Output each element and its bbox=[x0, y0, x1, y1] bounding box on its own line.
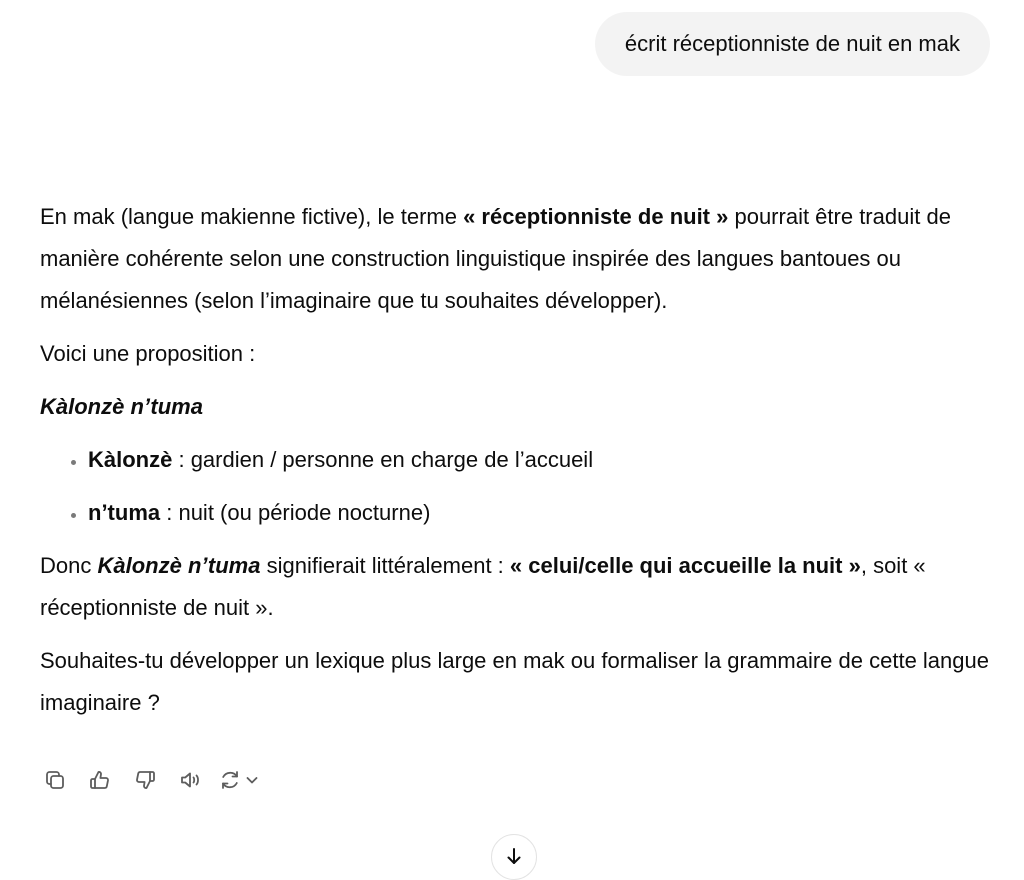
read-aloud-icon bbox=[178, 768, 202, 792]
response-text: signifierait littéralement : bbox=[260, 553, 510, 578]
response-bold-text: « réceptionniste de nuit » bbox=[463, 204, 729, 229]
response-bold-italic-text: Kàlonzè n’tuma bbox=[97, 553, 261, 578]
response-text: En mak (langue makienne fictive), le terme bbox=[40, 204, 464, 229]
response-text: Donc bbox=[40, 553, 98, 578]
response-term bbox=[40, 386, 1000, 428]
definition-list bbox=[40, 439, 1000, 534]
thumbs-up-icon bbox=[88, 768, 112, 792]
read-aloud-button[interactable] bbox=[173, 764, 207, 796]
list-item bbox=[88, 492, 1000, 534]
list-item-term: n’tuma bbox=[88, 500, 161, 525]
user-message-text: écrit réceptionniste de nuit en mak bbox=[624, 31, 960, 56]
regenerate-icon bbox=[218, 768, 242, 792]
user-message-bubble bbox=[595, 12, 990, 76]
response-bold-text: « celui/celle qui accueille la nuit » bbox=[509, 553, 861, 578]
list-item-term: Kàlonzè bbox=[88, 447, 173, 472]
regenerate-button[interactable] bbox=[218, 764, 260, 796]
chevron-down-icon bbox=[244, 772, 260, 788]
scroll-to-bottom-button[interactable] bbox=[491, 834, 537, 880]
response-paragraph bbox=[40, 545, 1000, 629]
list-item-definition: : gardien / personne en charge de l’accueil bbox=[172, 447, 594, 472]
copy-button[interactable] bbox=[38, 764, 72, 796]
response-paragraph: Voici une proposition : bbox=[40, 341, 256, 366]
message-actions-bar bbox=[38, 764, 260, 796]
thumbs-up-button[interactable] bbox=[83, 764, 117, 796]
response-paragraph: Souhaites-tu développer un lexique plus large en mak ou formaliser la grammaire de cette langue imaginaire ? bbox=[40, 648, 989, 715]
response-paragraph bbox=[40, 196, 1000, 322]
list-item-definition: : nuit (ou période nocturne) bbox=[160, 500, 431, 525]
term-text: Kàlonzè n’tuma bbox=[40, 394, 203, 419]
arrow-down-icon bbox=[504, 847, 524, 867]
response-text: pourrait être traduit de manière cohérente selon une construction linguistique inspirée des langues bantoues ou mélanésiennes (selon l’imaginaire que tu souhaites développer). bbox=[40, 204, 951, 313]
assistant-response bbox=[40, 196, 1000, 735]
copy-icon bbox=[43, 768, 67, 792]
response-text: , soit « réceptionniste de nuit ». bbox=[40, 553, 926, 620]
thumbs-down-button[interactable] bbox=[128, 764, 162, 796]
list-item bbox=[88, 439, 1000, 481]
thumbs-down-icon bbox=[133, 768, 157, 792]
